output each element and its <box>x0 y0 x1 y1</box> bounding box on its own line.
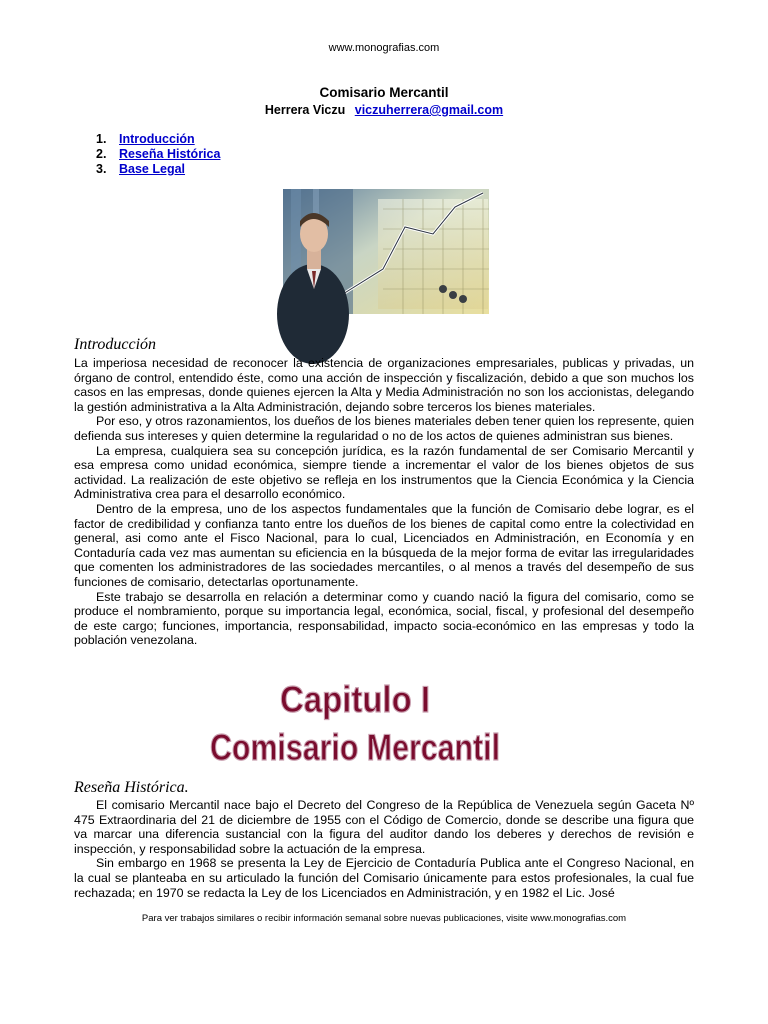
footer-note: Para ver trabajos similares o recibir información semanal sobre nuevas publicaciones, visite www.monografias.com <box>141 913 627 924</box>
toc-item <box>96 147 220 162</box>
paragraph: Dentro de la empresa, uno de los aspectos fundamentales que la función de Comisario debe lograr, es el factor de credibilidad y confianza tanto entre los dueños de los bienes de capital como entre la colectividad en general, asi como ante el Fisco Nacional, para lo cual, Licenciados en Administración, en Economía y en Contaduría cada vez mas aumentan su eficiencia en la búsqueda de la mejor forma de evitar las irregularidades que comenten los administradores de las sociedades mercantiles, o al menos a través del desempeño de sus funciones de comisario, detectarlas oportunamente. <box>74 501 694 589</box>
toc-link-resena-historica[interactable]: Reseña Histórica <box>119 147 221 161</box>
document-title: Comisario Mercantil <box>319 85 449 100</box>
toc-link-base-legal[interactable]: Base Legal <box>119 162 186 176</box>
paragraph: Sin embargo en 1968 se presenta la Ley de Ejercicio de Contaduría Publica ante el Congreso Nacional, en la cual se planteaba en su articulado la función del Comisario únicamente para estos profesionales, la cual fue rechazada; en 1970 se redacta la Ley de los Licenciados en Administración, y en 1982 el Lic. José <box>74 856 694 900</box>
toc-item <box>96 162 220 177</box>
paragraph: La imperiosa necesidad de reconocer la existencia de organizaciones empresariales, publicas y privadas, un órgano de control, entendido éste, como una acción de inspección y fiscalización, debido a que son muchos los casos en las empresas, donde quienes ejercen la Alta y Media Administración no son los accionistas, delegando la gestión administrativa a la Alta Administración, dejando sobre terceros los bienes materiales. <box>74 356 694 414</box>
businessman-growth-chart-photo <box>283 189 489 314</box>
paragraph: Por eso, y otros razonamientos, los dueños de los bienes materiales deben tener quien los represente, quien defienda sus intereses y quien determine la regularidad o no de los actos de quienes administran sus bienes. <box>74 414 694 443</box>
author-email-link[interactable]: viczuherrera@gmail.com <box>354 103 504 117</box>
document-author <box>0 103 768 117</box>
introduction-body <box>74 356 694 648</box>
table-of-contents <box>96 132 220 177</box>
toc-item <box>96 132 220 147</box>
paragraph: El comisario Mercantil nace bajo el Decreto del Congreso de la República de Venezuela según Gaceta Nº 475 Extraordinaria del 21 de diciembre de 1955 con el Código de Comercio, donde se describe una figura que va marcar una diferencia sustancial con la figura del auditor dando los deberes y derechos de revisión e inspección, y responsabilidad sobre la actuación de la empresa. <box>74 798 694 856</box>
section-heading-resena-historica: Reseña Histórica. <box>74 779 189 796</box>
toc-link-introduccion[interactable]: Introducción <box>119 132 195 146</box>
paragraph: La empresa, cualquiera sea su concepción jurídica, es la razón fundamental de ser Comisario Mercantil y esa empresa como unidad económica, siempre tiende a incrementar el valor de los bienes objetos de sus actividad. La realización de este objetivo se refleja en los instrumentos que la Ciencia Económica y la Ciencia Administrativa crea para el desarrollo económico. <box>74 443 694 502</box>
section-heading-introduccion: Introducción <box>74 336 157 353</box>
toc-number: 3. <box>96 162 107 176</box>
history-body <box>74 798 694 900</box>
toc-number: 1. <box>96 132 107 146</box>
chapter-wordart-title <box>200 672 510 772</box>
chapter-line-1: Capitulo I <box>280 679 430 720</box>
author-name: Herrera Viczu <box>264 103 346 117</box>
chapter-line-2: Comisario Mercantil <box>210 727 500 768</box>
toc-number: 2. <box>96 147 107 161</box>
header-url: www.monografias.com <box>328 42 440 54</box>
paragraph: Este trabajo se desarrolla en relación a determinar como y cuando nació la figura del comisario, como se produce el nombramiento, porque su importancia legal, económica, social, fiscal, y profesional del desempeño de este cargo; funciones, importancia, responsabilidad, impacto socia-económico en las empresas y todo la población venezolana. <box>74 589 694 648</box>
